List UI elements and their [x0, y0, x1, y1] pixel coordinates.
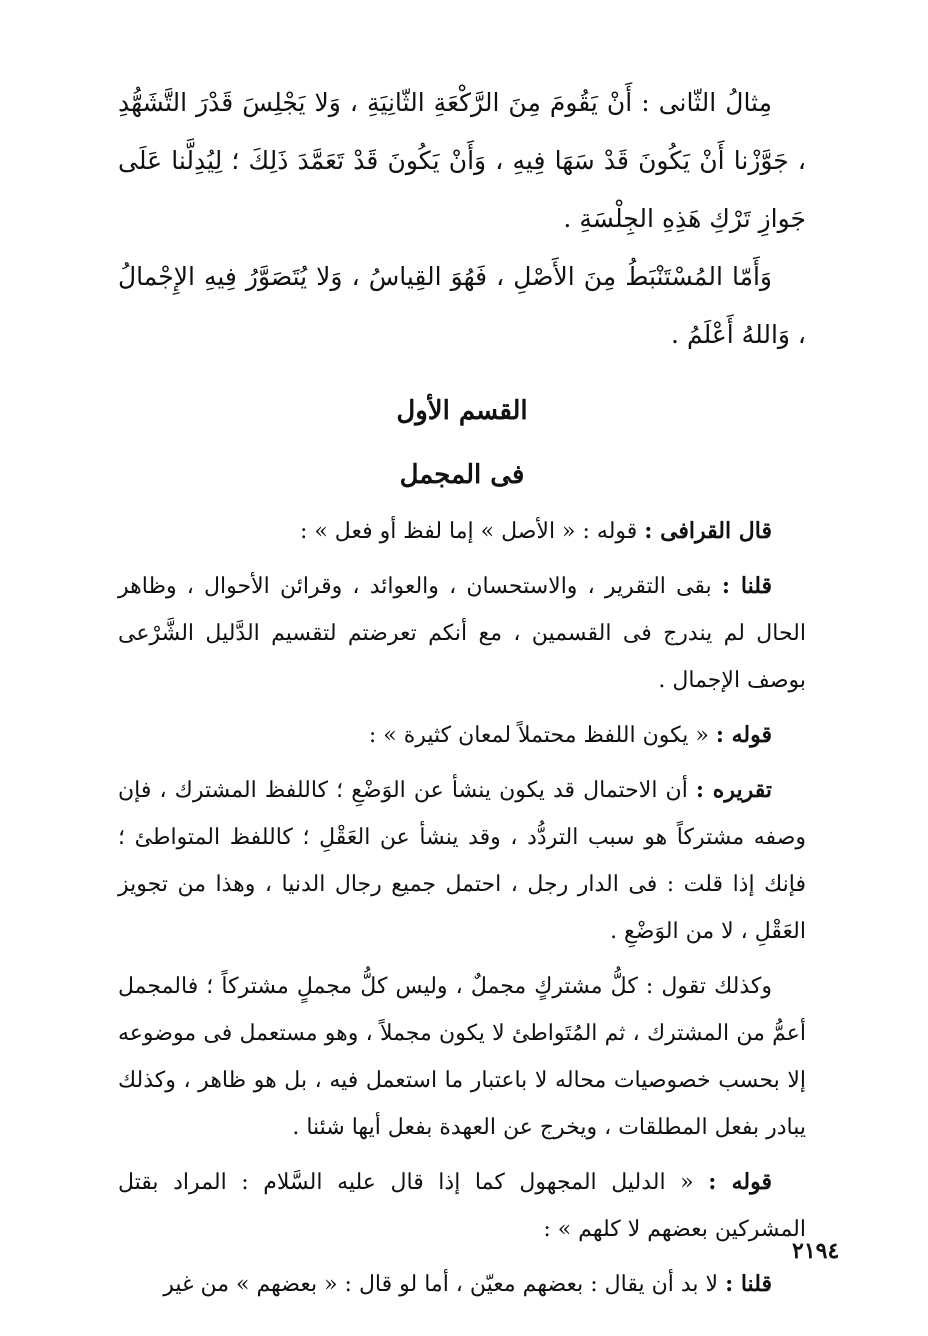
commentary-text-3: « يكون اللفظ محتملاً لمعان كثيرة » : [368, 723, 709, 748]
commentary-text-7: لا بد أن يقال : بعضهم معيّن ، أما لو قال : « بعضهم » من غير [163, 1272, 719, 1297]
commentary-label-1: قال القرافى : [644, 518, 772, 544]
commentary-text-4: أن الاحتمال قد يكون ينشأ عن الوَضْعِ ؛ كاللفظ المشترك ، فإن وصفه مشتركاً هو سبب التردُّد ، وقد ينشأ عن العَقْلِ ؛ كاللفظ المتواطئ ؛ فإنك إذا قلت : فى الدار رجل ، احتمل جميع رجال الدنيا ، وهذا من تجويز العَقْلِ ، لا من الوَضْعِ . [118, 778, 806, 944]
topic-heading: فى المجمل [399, 460, 525, 490]
commentary-label-3: قوله : [715, 722, 772, 748]
commentary-paragraph-2 [118, 563, 806, 704]
section-heading: القسم الأول [396, 396, 528, 426]
commentary-label-4: تقريره : [695, 777, 772, 803]
commentary-text-6: « الدليل المجهول كما إذا قال عليه السَّلام : المراد بقتل المشركين بعضهم لا كلهم » : [118, 1170, 806, 1242]
page-number: ٢١٩٤ [792, 1238, 840, 1264]
verse-derived-paragraph: وَأَمّا المُسْتَنْبَطُ مِنَ الأَصْلِ ، فَهُوَ القِياسُ ، وَلا يُتَصَوَّرُ فِيهِ الإِجْمالُ ، وَاللهُ أَعْلَمُ . [118, 262, 806, 349]
verse-example-paragraph [118, 74, 806, 248]
commentary-label-6: قوله : [708, 1169, 772, 1195]
commentary-paragraph-6 [118, 1159, 806, 1253]
commentary-text-2: بقى التقرير ، والاستحسان ، والعوائد ، وقرائن الأحوال ، وظاهر الحال لم يندرج فى القسمين ، مع أنكم تعرضتم لتقسيم الدَّليل الشَّرْعى بوصف الإجمال . [118, 574, 806, 693]
commentary-paragraph-1 [118, 508, 806, 555]
commentary-paragraph-4 [118, 767, 806, 955]
commentary-label-2: قلنا : [721, 573, 773, 599]
commentary-text-1: قوله : « الأصل » إما لفظ أو فعل » : [299, 519, 638, 544]
commentary-paragraph-7 [118, 1261, 806, 1308]
commentary-label-7: قلنا : [725, 1271, 772, 1297]
commentary-paragraph-5: وكذلك تقول : كلُّ مشتركٍ مجملٌ ، وليس كلُّ مجملٍ مشتركاً ؛ فالمجمل أعمُّ من المشترك ، ثم المُتَواطئ لا يكون مجملاً ، وهو مستعمل فى موضوعه إلا بحسب خصوصيات محاله لا باعتبار ما استعمل فيه ، بل هو ظاهر ، وكذلك يبادر بفعل المطلقات ، ويخرج عن العهدة بفعل أيها شئنا . [118, 974, 806, 1140]
verse-example-label: مِثالُ الثّانى : [641, 88, 772, 117]
verse-example-text: أَنْ يَقُومَ مِنَ الرَّكْعَةِ الثّانِيَةِ ، وَلا يَجْلِسَ قَدْرَ التَّشَهُّدِ ، جَوَّزْنا أَنْ يَكُونَ قَدْ سَهَا فِيهِ ، وَأَنْ يَكُونَ قَدْ تَعَمَّدَ ذَلِكَ ؛ لِيُدِلَّنا عَلَى جَوازِ تَرْكِ هَذِهِ الجِلْسَةِ . [118, 88, 806, 233]
commentary-paragraph-3 [118, 712, 806, 759]
